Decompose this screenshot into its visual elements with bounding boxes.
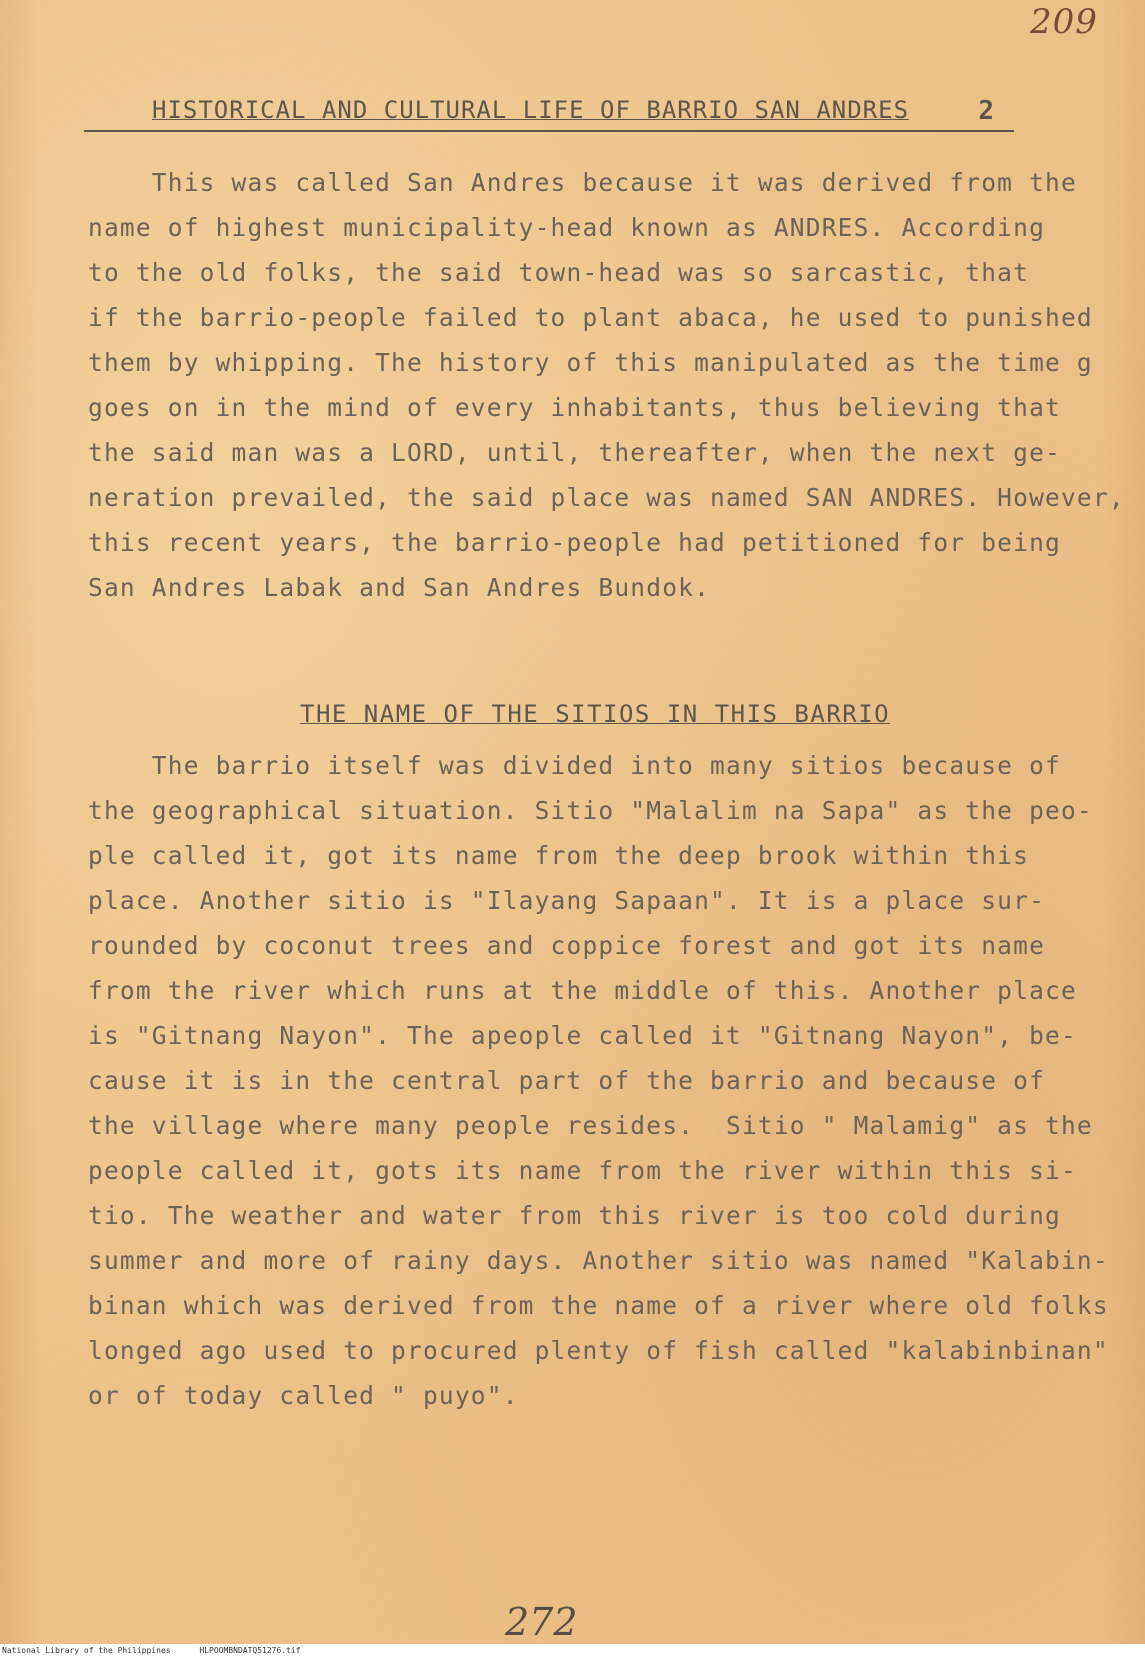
- header-title: HISTORICAL AND CULTURAL LIFE OF BARRIO SAN ANDRES: [152, 96, 910, 124]
- footer-library: National Library of the Philippines: [2, 1646, 171, 1655]
- text-line: place. Another sitio is "Ilayang Sapaan". It is a place sur-: [88, 886, 1046, 915]
- text-line: them by whipping. The history of this manipulated as the time g: [88, 348, 1093, 377]
- text-line: people called it, gots its name from the river within this si-: [88, 1156, 1077, 1185]
- text-line: goes on in the mind of every inhabitants, thus believing that: [88, 393, 1061, 422]
- text-line: ple called it, got its name from the deep brook within this: [88, 841, 1030, 870]
- text-line: neration prevailed, the said place was named SAN ANDRES. However,: [88, 483, 1125, 512]
- text-line: is "Gitnang Nayon". The apeople called it "Gitnang Nayon", be-: [88, 1021, 1077, 1050]
- paragraph-san-andres-origin: [88, 160, 1125, 610]
- folio-handwritten-number: 209: [1030, 2, 1098, 42]
- text-line: summer and more of rainy days. Another sitio was named "Kalabin-: [88, 1246, 1109, 1275]
- text-line: the said man was a LORD, until, thereafter, when the next ge-: [88, 438, 1061, 467]
- text-line: name of highest municipality-head known as ANDRES. According: [88, 213, 1046, 242]
- header-page-number: 2: [978, 96, 994, 126]
- text-line: San Andres Labak and San Andres Bundok.: [88, 573, 711, 602]
- handwritten-page-number: 272: [505, 1600, 578, 1644]
- footer-file-id: HLPOOMBNDATQ51276.tif: [199, 1646, 301, 1655]
- text-line: this recent years, the barrio-people had petitioned for being: [88, 528, 1061, 557]
- paragraph-sitios: [88, 743, 1109, 1418]
- text-line: cause it is in the central part of the barrio and because of: [88, 1066, 1046, 1095]
- text-line: The barrio itself was divided into many sitios because of: [88, 751, 1061, 780]
- text-line: rounded by coconut trees and coppice forest and got its name: [88, 931, 1046, 960]
- text-line: tio. The weather and water from this river is too cold during: [88, 1201, 1061, 1230]
- text-line: or of today called " puyo".: [88, 1381, 519, 1410]
- text-line: This was called San Andres because it was derived from the: [88, 168, 1077, 197]
- text-line: longed ago used to procured plenty of fish called "kalabinbinan": [88, 1336, 1109, 1365]
- section-heading-sitios: THE NAME OF THE SITIOS IN THIS BARRIO: [300, 700, 891, 728]
- text-line: the village where many people resides. Sitio " Malamig" as the: [88, 1111, 1093, 1140]
- text-line: binan which was derived from the name of a river where old folks: [88, 1291, 1109, 1320]
- text-line: to the old folks, the said town-head was so sarcastic, that: [88, 258, 1030, 287]
- page-header: [84, 96, 1014, 132]
- text-line: the geographical situation. Sitio "Malalim na Sapa" as the peo-: [88, 796, 1093, 825]
- scan-footer: [0, 1644, 1145, 1658]
- text-line: if the barrio-people failed to plant abaca, he used to punished: [88, 303, 1093, 332]
- text-line: from the river which runs at the middle of this. Another place: [88, 976, 1077, 1005]
